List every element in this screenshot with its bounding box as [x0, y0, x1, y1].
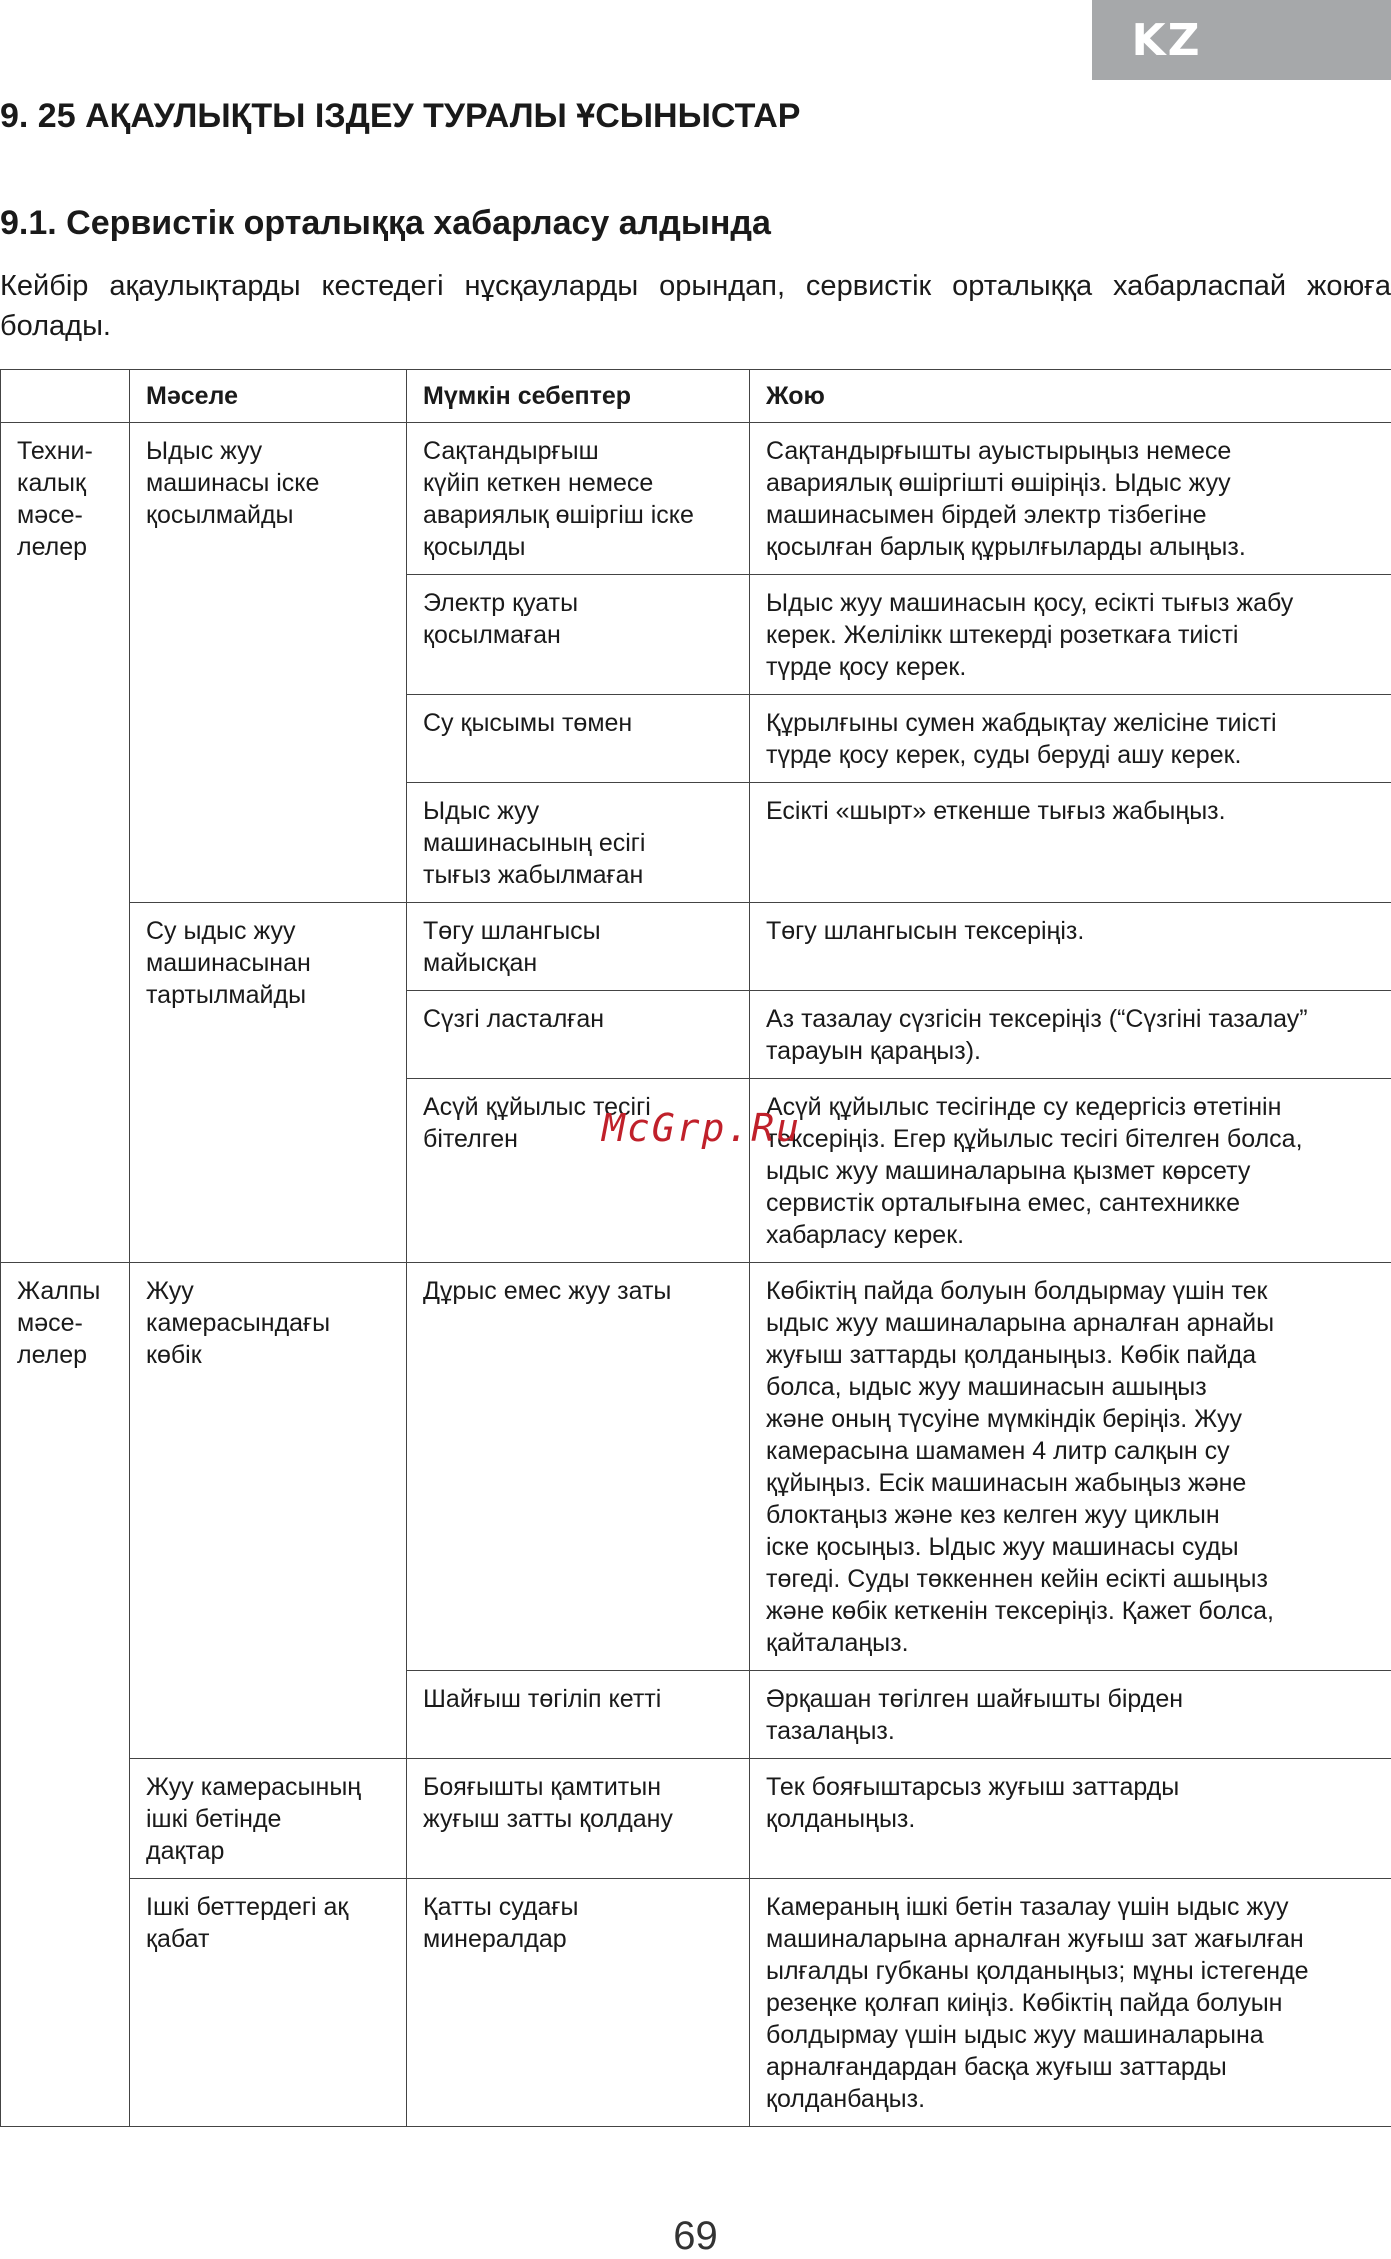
cause-cell: Сүзгі ласталған	[407, 991, 750, 1079]
header-cause: Мүмкін себептер	[407, 370, 750, 423]
table-header-row	[1, 370, 1391, 423]
header-category	[1, 370, 130, 423]
problem-cell: Ішкі беттердегі ақ қабат	[130, 1879, 407, 2127]
problem-cell: Ыдыс жуу машинасы іске қосылмайды	[130, 423, 407, 903]
cause-cell: Электр қуаты қосылмаған	[407, 575, 750, 695]
fix-cell: Асүй құйылыс тесігінде су кедергісіз өтетінін тексеріңіз. Егер құйылыс тесігі бітелген болса, ыдыс жуу машиналарына қызмет көрсету сервистік орталығына емес, сантехникке хабарласу керек.	[750, 1079, 1391, 1263]
table-row	[1, 1263, 1391, 1671]
problem-cell: Су ыдыс жуу машинасынан тартылмайды	[130, 903, 407, 1263]
problem-cell: Жуу камерасының ішкі бетінде дақтар	[130, 1759, 407, 1879]
language-badge: KZ	[1092, 0, 1391, 80]
watermark: McGrp.Ru	[602, 1106, 801, 1150]
problem-cell: Жуу камерасындағы көбік	[130, 1263, 407, 1759]
fix-cell: Көбіктің пайда болуын болдырмау үшін тек ыдыс жуу машиналарына арналған арнайы жуғыш заттарды қолданыңыз. Көбік пайда болса, ыдыс жуу машинасын ашыңыз және оның түсуіне мүмкіндік беріңіз. Жуу камерасына шамамен 4 литр салқын су құйыңыз. Есік машинасын жабыңыз және блоктаңыз және кез келген жуу циклын іске қосыңыз. Ыдыс жуу машинасы суды төгеді. Суды төккеннен кейін есікті ашыңыз және көбік кеткенін тексеріңіз. Қажет болса, қайталаңыз.	[750, 1263, 1391, 1671]
page-heading: 9. 25 АҚАУЛЫҚТЫ ІЗДЕУ ТУРАЛЫ ҰСЫНЫСТАР	[0, 97, 800, 136]
section-heading: 9.1. Сервистік орталыққа хабарласу алдында	[0, 204, 771, 243]
table-row	[1, 423, 1391, 575]
page-number: 69	[0, 2214, 1391, 2259]
troubleshooting-table	[0, 369, 1391, 2127]
table-row	[1, 903, 1391, 991]
fix-cell: Әрқашан төгілген шайғышты бірден тазалаңыз.	[750, 1671, 1391, 1759]
intro-paragraph: Кейбір ақаулықтарды кестедегі нұсқауларды орындап, сервистік орталыққа хабарласпай жоюға болады.	[0, 266, 1391, 346]
table-row	[1, 1759, 1391, 1879]
fix-cell: Есікті «шырт» еткенше тығыз жабыңыз.	[750, 783, 1391, 903]
table-row	[1, 1879, 1391, 2127]
category-technical: Техни- калық мәсе- лелер	[1, 423, 130, 1263]
cause-cell: Төгу шлангысы майысқан	[407, 903, 750, 991]
cause-cell: Сақтандырғыш күйіп кеткен немесе авариялық өшіргіш іске қосылды	[407, 423, 750, 575]
cause-cell: Шайғыш төгіліп кетті	[407, 1671, 750, 1759]
fix-cell: Төгу шлангысын тексеріңіз.	[750, 903, 1391, 991]
fix-cell: Тек бояғыштарсыз жуғыш заттарды қолданыңыз.	[750, 1759, 1391, 1879]
cause-cell: Дұрыс емес жуу заты	[407, 1263, 750, 1671]
cause-cell: Ыдыс жуу машинасының есігі тығыз жабылмаған	[407, 783, 750, 903]
cause-cell: Бояғышты қамтитын жуғыш затты қолдану	[407, 1759, 750, 1879]
cause-cell: Асүй құйылыс тесігі бітелген	[407, 1079, 750, 1263]
cause-cell: Су қысымы төмен	[407, 695, 750, 783]
fix-cell: Сақтандырғышты ауыстырыңыз немесе авариялық өшіргішті өшіріңіз. Ыдыс жуу машинасымен бірдей электр тізбегіне қосылған барлық құрылғыларды алыңыз.	[750, 423, 1391, 575]
header-fix: Жою	[750, 370, 1391, 423]
category-general: Жалпы мәсе- лелер	[1, 1263, 130, 2127]
cause-cell: Қатты судағы минералдар	[407, 1879, 750, 2127]
fix-cell: Аз тазалау сүзгісін тексеріңіз (“Сүзгіні тазалау” тарауын қараңыз).	[750, 991, 1391, 1079]
fix-cell: Ыдыс жуу машинасын қосу, есікті тығыз жабу керек. Желілікк штекерді розеткаға тиісті түрде қосу керек.	[750, 575, 1391, 695]
header-problem: Мәселе	[130, 370, 407, 423]
fix-cell: Камераның ішкі бетін тазалау үшін ыдыс жуу машиналарына арналған жуғыш зат жағылған ылғалды губканы қолданыңыз; мұны істегенде резеңке қолғап киіңіз. Көбіктің пайда болуын болдырмау үшін ыдыс жуу машиналарына арналғандардан басқа жуғыш заттарды қолданбаңыз.	[750, 1879, 1391, 2127]
fix-cell: Құрылғыны сумен жабдықтау желісіне тиісті түрде қосу керек, суды беруді ашу керек.	[750, 695, 1391, 783]
